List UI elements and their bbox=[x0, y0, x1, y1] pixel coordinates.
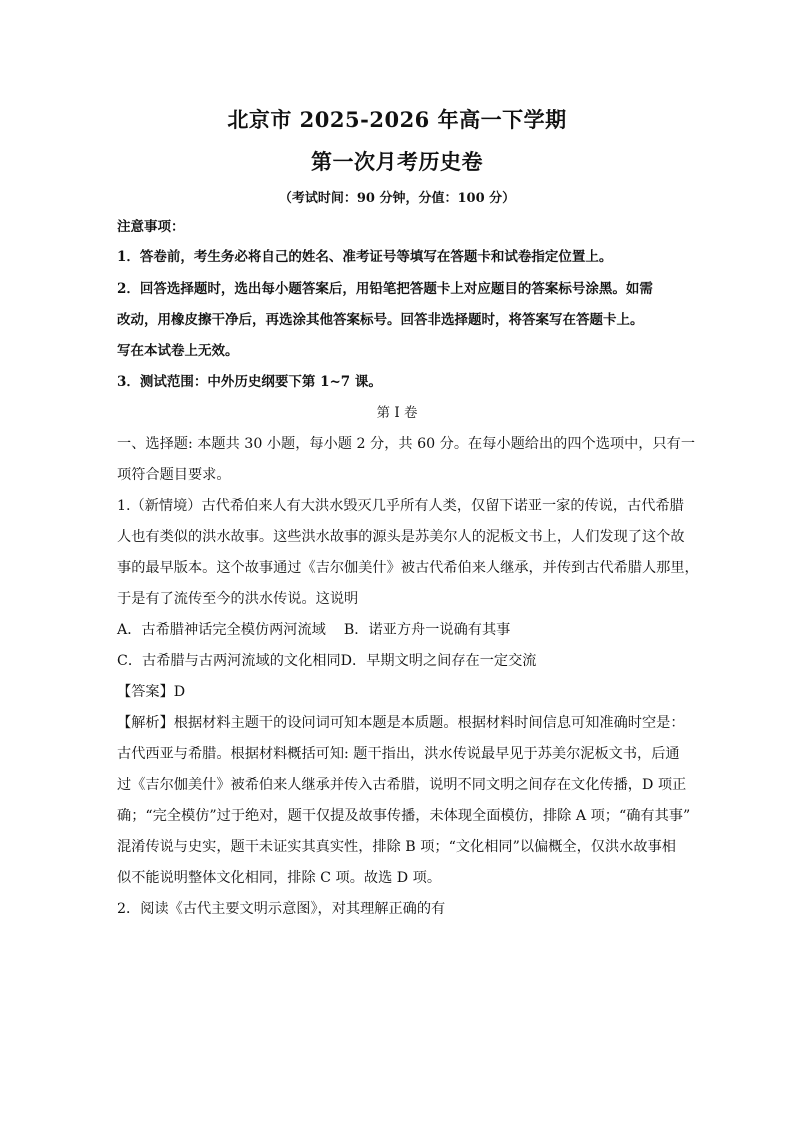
exam-title: 北京市 2025-2026 年高一下学期 bbox=[227, 107, 567, 132]
notice-item-2-line-1: 2．回答选择题时，选出每小题答案后，用铅笔把答题卡上对应题目的答案标号涂黑。如需 bbox=[117, 281, 653, 297]
question-1-line-3: 事的最早版本。这个故事通过《吉尔伽美什》被古代希伯来人继承，并传到古代希腊人那里， bbox=[117, 560, 699, 576]
question-1-line-1: 1.（新情境）古代希伯来人有大洪水毁灭几乎所有人类，仅留下诺亚一家的传说，古代希腊 bbox=[117, 498, 684, 514]
question-1-line-2: 人也有类似的洪水故事。这些洪水故事的源头是苏美尔人的泥板文书上，人们发现了这个故 bbox=[117, 529, 685, 545]
question-1-analysis-line-4: 确；“完全模仿”过于绝对，题干仅提及故事传播，未体现全面模仿，排除 A 项；“确有其事” bbox=[117, 808, 691, 824]
section-intro-line-2: 项符合题目要求。 bbox=[117, 467, 231, 483]
notice-heading: 注意事项： bbox=[117, 219, 185, 235]
notice-item-1: 1．答卷前，考生务必将自己的姓名、准考证号等填写在答题卡和试卷指定位置上。 bbox=[117, 249, 613, 265]
question-1-options-row-1 bbox=[117, 620, 679, 640]
section-intro-line-1: 一、选择题: 本题共 30 小题，每小题 2 分，共 60 分。在每小题给出的四个选项中，只有一 bbox=[117, 436, 696, 452]
question-1-analysis-line-6: 似不能说明整体文化相同，排除 C 项。故选 D 项。 bbox=[117, 870, 442, 886]
question-2-line-1: 2．阅读《古代主要文明示意图》，对其理解正确的有 bbox=[117, 901, 446, 917]
question-1-answer: 【答案】D bbox=[117, 684, 186, 700]
question-1-options-row-2 bbox=[117, 651, 679, 671]
question-1-line-4: 于是有了流传至今的洪水传说。这说明 bbox=[117, 591, 359, 607]
question-1-analysis-line-1: 【解析】根据材料主题干的设问词可知本题是本质题。根据材料时间信息可知准确时空是： bbox=[117, 715, 685, 731]
notice-item-2-line-3: 写在本试卷上无效。 bbox=[117, 343, 239, 359]
option-c: C．古希腊与古两河流域的文化相同 bbox=[117, 653, 341, 669]
option-d: D．早期文明之间存在一定交流 bbox=[340, 653, 537, 669]
exam-info: （考试时间：90 分钟，分值：100 分） bbox=[278, 191, 516, 206]
exam-subtitle: 第一次月考历史卷 bbox=[311, 149, 483, 174]
question-1-analysis-line-3: 过《吉尔伽美什》被希伯来人继承并传入古希腊，说明不同文明之间存在文化传播，D 项正 bbox=[117, 777, 687, 793]
notice-item-2-line-2: 改动，用橡皮擦干净后，再选涂其他答案标号。回答非选择题时，将答案写在答题卡上。 bbox=[117, 312, 644, 328]
option-b: B．诺亚方舟一说确有其事 bbox=[343, 622, 511, 638]
question-1-analysis-line-5: 混淆传说与史实，题干未证实其真实性，排除 B 项；“文化相同”以偏概全，仅洪水故事相 bbox=[117, 839, 676, 855]
section-title: 第 I 卷 bbox=[376, 405, 418, 421]
question-1-analysis-line-2: 古代西亚与希腊。根据材料概括可知: 题干指出，洪水传说最早见于苏美尔泥板文书，后通 bbox=[117, 746, 680, 762]
notice-item-3: 3．测试范围：中外历史纲要下第 1~7 课。 bbox=[117, 374, 382, 390]
option-a: A．古希腊神话完全模仿两河流域 bbox=[117, 622, 326, 638]
